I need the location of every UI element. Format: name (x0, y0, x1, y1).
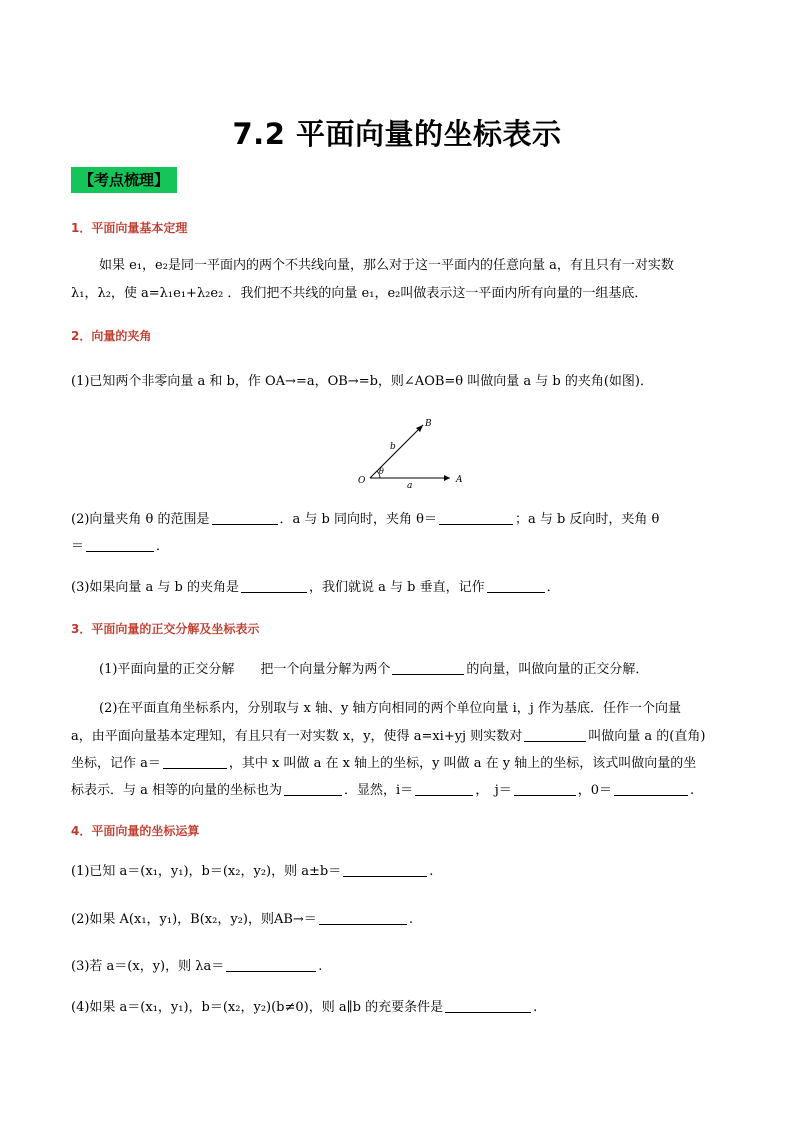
blank-opposite-direction[interactable] (86, 537, 154, 552)
section-3-heading: 3．平面向量的正交分解及坐标表示 (71, 622, 260, 636)
section-2-heading: 2．向量的夹角 (71, 329, 152, 343)
s4-item-1: (1)已知 a＝(x₁，y₁)，b＝(x₂，y₂)，则 a±b＝ . (71, 864, 434, 879)
label-b: b (390, 442, 396, 452)
blank-parallel-condition[interactable] (445, 998, 531, 1013)
section-1-heading: 1．平面向量基本定理 (71, 221, 188, 235)
s2-item-2: (2)向量夹角 θ 的范围是 ．a 与 b 同向时，夹角 θ＝ ；a 与 b 反向时，夹角 θ (71, 512, 660, 527)
blank-perpendicular-notation[interactable] (487, 578, 545, 593)
blank-vector-AB[interactable] (319, 910, 407, 925)
s3-item-1: (1)平面向量的正交分解 把一个向量分解为两个 的向量，叫做向量的正交分解． (99, 662, 649, 677)
angle-figure (350, 412, 480, 492)
blank-j-coord[interactable] (514, 781, 576, 796)
blank-orthogonal[interactable] (392, 660, 464, 675)
s1-paragraph-line-1: 如果 e₁，e₂是同一平面内的两个不共线向量，那么对于这一平面内的任意向量 a，有且只有一对实数 (99, 258, 674, 273)
blank-angle-range[interactable] (212, 510, 278, 525)
label-theta: θ (379, 467, 384, 476)
blank-sum-difference[interactable] (343, 862, 427, 877)
s3-item-2-line-1: (2)在平面直角坐标系内，分别取与 x 轴、y 轴方向相同的两个单位向量 i，j 作为基底．任作一个向量 (99, 701, 681, 716)
section-4-heading: 4．平面向量的坐标运算 (71, 824, 200, 838)
blank-same-direction[interactable] (439, 510, 513, 525)
s2-item-1: (1)已知两个非零向量 a 和 b，作 OA→=a，OB→=b，则∠AOB=θ 叫做向量 a 与 b 的夹角(如图)． (71, 374, 654, 389)
s4-item-3: (3)若 a＝(x，y)，则 λa＝ . (71, 959, 323, 974)
vector-b-line (370, 425, 423, 478)
blank-scalar-multiple[interactable] (226, 957, 316, 972)
vector-a-arrowhead (444, 475, 450, 481)
label-A: A (456, 475, 463, 485)
s2-item-2-cont: ＝ ． (71, 539, 170, 554)
s2-item-3: (3)如果向量 a 与 b 的夹角是 ，我们就说 a 与 b 垂直，记作 ． (71, 580, 560, 595)
blank-zero-coord[interactable] (614, 781, 688, 796)
s4-item-2: (2)如果 A(x₁，y₁)，B(x₂，y₂)，则AB→＝ . (71, 912, 413, 927)
s3-item-2-line-2: a，由平面向量基本定理知，有且只有一对实数 x，y，使得 a=xi+yj 则实数对 叫做向量 a 的(直角) (71, 729, 706, 744)
s3-item-2-line-4: 标表示．与 a 相等的向量的坐标也为 ．显然，i＝ ， j＝ ，0＝ . (71, 783, 695, 798)
blank-coordinate-form[interactable] (163, 754, 227, 769)
section-tag: 【考点梳理】 (71, 167, 177, 193)
blank-perpendicular-angle[interactable] (241, 578, 307, 593)
label-B: B (425, 419, 432, 429)
blank-real-pair[interactable] (524, 727, 586, 742)
s3-item-2-line-3: 坐标，记作 a＝ ，其中 x 叫做 a 在 x 轴上的坐标，y 叫做 a 在 y 轴上的坐标，该式叫做向量的坐 (71, 756, 697, 771)
blank-i-coord[interactable] (415, 781, 473, 796)
label-a: a (407, 481, 413, 491)
s1-paragraph-line-2: λ₁，λ₂，使 a=λ₁e₁+λ₂e₂ ．我们把不共线的向量 e₁，e₂叫做表示这一平面内所有向量的一组基底． (71, 286, 648, 301)
s4-item-4: (4)如果 a＝(x₁，y₁)，b＝(x₂，y₂)(b≠0)，则 a∥b 的充要条件是 . (71, 1000, 538, 1015)
blank-equal-vector-coord[interactable] (284, 781, 342, 796)
page-title: 7.2 平面向量的坐标表示 (232, 117, 562, 151)
label-O: O (358, 476, 366, 486)
